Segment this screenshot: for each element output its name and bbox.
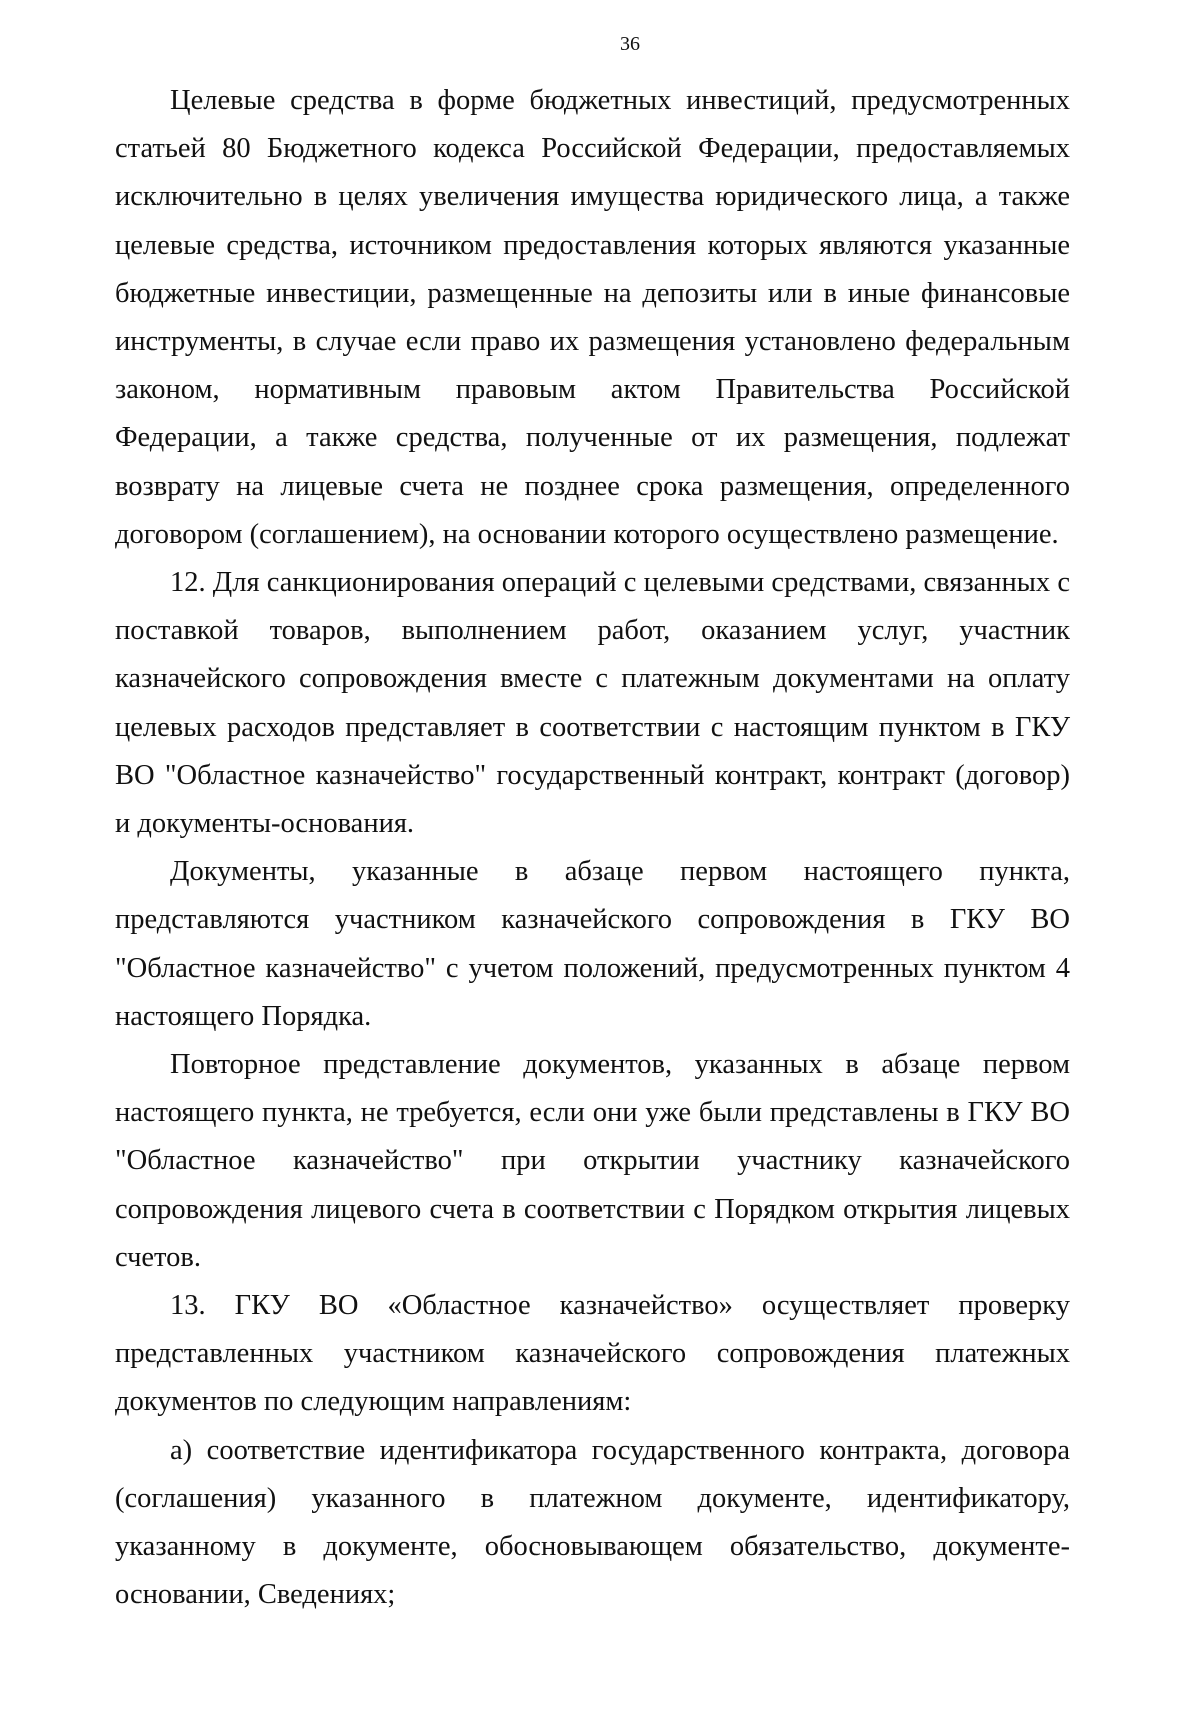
paragraph-documents-submission: Документы, указанные в абзаце первом настоящего пункта, представляются участником казначейского сопровождения в ГКУ ВО "Областное казначейство" с учетом положений, предусмотренных пунктом 4 настоящего Порядка. — [115, 856, 1070, 1032]
paragraph-item-13: 13. ГКУ ВО «Областное казначейство» осуществляет проверку представленных участником казначейского сопровождения платежных документов по следующим направлениям: — [115, 1290, 1070, 1418]
paragraph-subitem-a: а) соответствие идентификатора государственного контракта, договора (соглашения) указанного в платежном документе, идентификатору, указанному в документе, обосновывающем обязательство, документе-основании, Сведениях; — [115, 1434, 1070, 1611]
paragraph-repeat-submission: Повторное представление документов, указанных в абзаце первом настоящего пункта, не требуется, если они уже были представлены в ГКУ ВО "Областное казначейство" при открытии участнику казначейского сопровождения лицевого счета в соответствии с Порядком открытия лицевых счетов. — [115, 1049, 1070, 1273]
document-body — [115, 77, 1070, 1620]
page-number: 36 — [620, 33, 640, 55]
paragraph-target-funds: Целевые средства в форме бюджетных инвестиций, предусмотренных статьей 80 Бюджетного кодекса Российской Федерации, предоставляемых исключительно в целях увеличения имущества юридического лица, а также целевые средства, источником предоставления которых являются указанные бюджетные инвестиции, размещенные на депозиты или в иные финансовые инструменты, в случае если право их размещения установлено федеральным законом, нормативным правовым актом Правительства Российской Федерации, а также средства, полученные от их размещения, подлежат возврату на лицевые счета не позднее срока размещения, определенного договором (соглашением), на основании которого осуществлено размещение. — [115, 85, 1070, 550]
paragraph-item-12: 12. Для санкционирования операций с целевыми средствами, связанных с поставкой товаров, выполнением работ, оказанием услуг, участник казначейского сопровождения вместе с платежным документами на оплату целевых расходов представляет в соответствии с настоящим пунктом в ГКУ ВО "Областное казначейство" государственный контракт, контракт (договор) и документы-основания. — [115, 567, 1070, 840]
